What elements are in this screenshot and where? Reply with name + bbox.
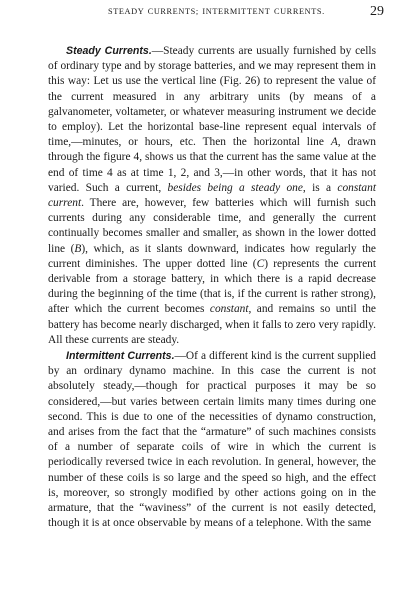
text-run: , and remains so until the battery has become nearly discharged, when it falls to zero very rapidly. All these currents are steady. <box>48 303 376 346</box>
text-run-italic: constant <box>209 303 249 316</box>
text-run: . There are, however, few batteries which will furnish such currents during any considerable time, and generally the current continually becomes smaller and smaller, as shown in the lower dotted line ( <box>48 197 376 255</box>
body-text <box>48 44 376 532</box>
paragraph-steady-currents <box>48 44 376 348</box>
text-run-italic: besides being a steady one <box>167 181 303 194</box>
running-title: STEADY CURRENTS; INTERMITTENT CURRENTS. <box>108 7 325 16</box>
running-head <box>48 4 384 22</box>
text-run: , drawn through the figure 4, shows us that the current has the same value at the end of time 4 as at time 1, 2, and 3,—in other words, that it has not varied. Such a current, <box>48 136 377 194</box>
text-run-italic: C <box>256 257 265 270</box>
section-heading-intermittent-currents: Intermittent Currents. <box>66 350 175 363</box>
text-run: , is a <box>302 181 338 194</box>
text-run-italic: B <box>74 242 82 255</box>
section-heading-steady-currents: Steady Currents. <box>66 45 152 57</box>
text-run-italic: A <box>330 136 338 149</box>
text-run: ), which, as it slants downward, indicates how regularly the current diminishes. The upper dotted line ( <box>48 242 376 270</box>
text-run: —Steady currents are usually furnished by cells of ordinary type and by storage batteries, and we may represent them in this way: Let us use the vertical line (Fig. 26) to represent the value of the current measured in any arbitrary units (by means of a galvanometer, voltameter, or whatever measuring instrument we decide to employ). Let the horizontal base-line represent equal intervals of time,—minutes, or hours, etc. Then the horizontal line <box>48 45 376 149</box>
text-run: —Of a different kind is the current supplied by an ordinary dynamo machine. In this case the current is not absolutely steady,—though for practical purposes it may be so considered,—but varies between certain limits many times during one second. This is due to one of the necessities of dynamo construction, and arises from the fact that the “armature” of such machines consists of a number of separate coils of wire in which the current is periodically reversed twice in each revolution. In general, however, the number of these coils is so large and the speed so high, and the effect is, moreover, so strongly modified by other actions going on in the armature, that the “waviness” of the current is not easily detected, though it is at once observable by means of a telephone. With the same <box>48 350 376 530</box>
paragraph-intermittent-currents <box>48 349 376 531</box>
text-run-italic: constant current <box>48 181 376 210</box>
page-number: 29 <box>370 4 384 19</box>
text-run: ) represents the current derivable from a storage battery, in which there is a rapid decrease during the beginning of the time (that is, if the current is rather strong), after which the current becomes <box>48 257 376 316</box>
